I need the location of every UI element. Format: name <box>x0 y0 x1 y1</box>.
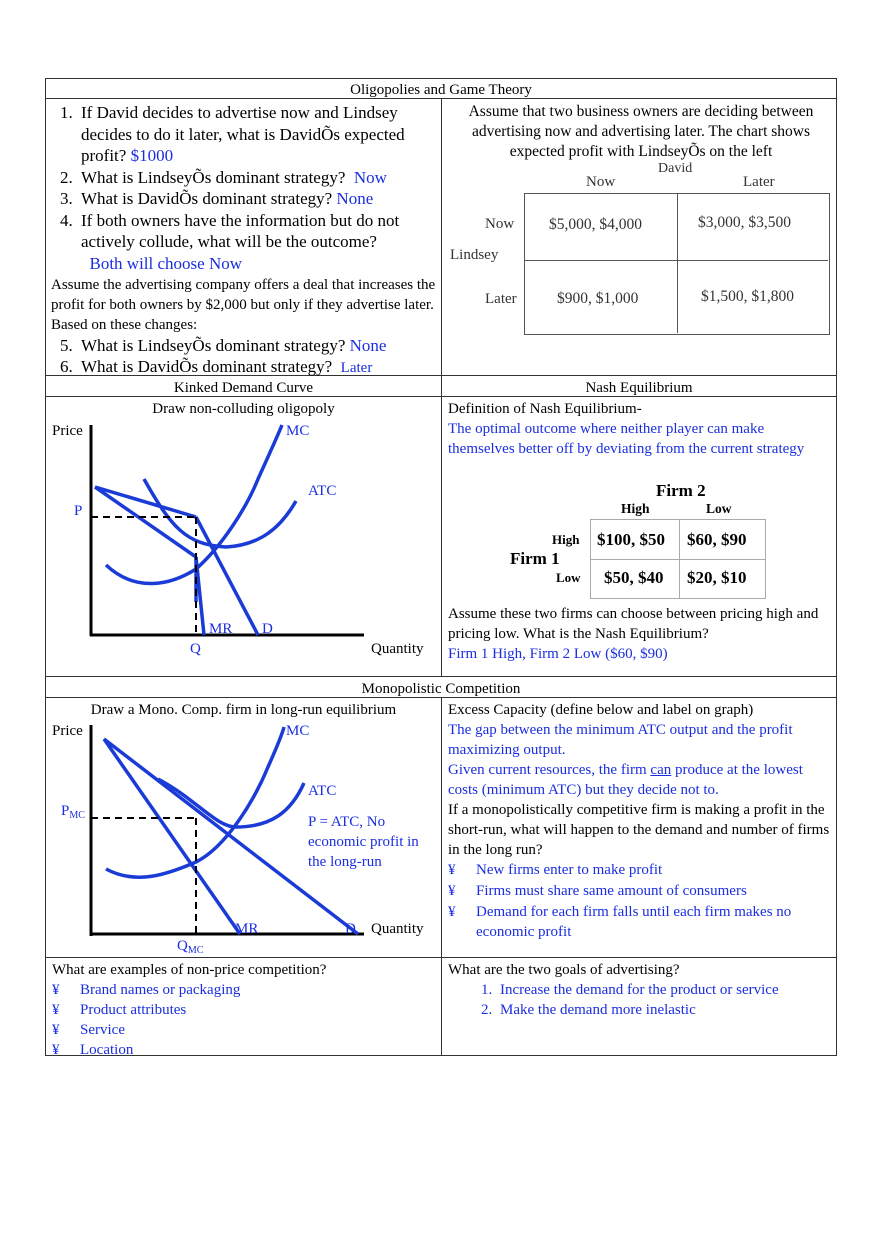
question-text: If David decides to advertise now and Lindsey decides to do it later, what is DavidÕs expected profit? <box>81 103 405 165</box>
answer-text: Brand names or packaging <box>80 982 241 998</box>
list-item <box>448 902 834 942</box>
list-item: 1. Increase the demand for the product or service <box>496 980 834 1000</box>
answer-text: $1000 <box>130 146 174 165</box>
q-label: Q <box>190 641 201 657</box>
answer-text: Product attributes <box>80 1002 187 1018</box>
d-label: D <box>262 621 273 637</box>
matrix-cell: $50, $40 <box>604 568 664 587</box>
divider <box>441 697 442 1055</box>
row-player-label: Firm 1 <box>510 549 560 568</box>
atc-label: ATC <box>308 783 337 799</box>
nash-question: Assume these two firms can choose between pricing high and pricing low. What is the Nash Equilibrium? <box>448 606 819 642</box>
nash-definition: The optimal outcome where neither player can make themselves better off by deviating from the current strategy <box>448 421 805 457</box>
nonprice-question: What are examples of non-price competition? <box>52 962 327 978</box>
col-player-label: David <box>658 161 693 176</box>
question-text: What is LindseyÕs dominant strategy? <box>81 336 346 355</box>
bullet-icon: ¥ <box>448 883 456 899</box>
bullet-icon: ¥ <box>52 982 60 998</box>
excess-def2 <box>448 760 834 800</box>
answer-text: None <box>336 189 374 208</box>
matrix-cell: $5,000, $4,000 <box>549 216 642 233</box>
matrix-cell: $900, $1,000 <box>557 290 639 307</box>
row-player-label: Lindsey <box>450 247 499 263</box>
qmc-subscript: MC <box>187 945 204 956</box>
pmc-main: P <box>61 803 70 819</box>
answer-text: Location <box>80 1042 134 1058</box>
mc-label: MC <box>286 723 310 739</box>
bullet-icon: ¥ <box>52 1022 60 1038</box>
mr-label: MR <box>235 921 259 937</box>
col-header: High <box>621 501 650 516</box>
nonprice-answers <box>52 980 438 1060</box>
mono-note: P = ATC, No economic profit in the long-run <box>308 814 419 870</box>
d-label: D <box>345 921 356 937</box>
excess-def2-part: Given current resources, the firm <box>448 762 651 778</box>
question-item <box>77 335 439 356</box>
answer-text: Demand for each firm falls until each firm makes no economic profit <box>476 904 792 940</box>
question-item <box>77 188 439 210</box>
mr-label: MR <box>209 621 233 637</box>
excess-answers <box>448 860 834 942</box>
mc-curve <box>106 425 282 584</box>
advertising-panel <box>448 960 834 1020</box>
nash-panel <box>448 399 834 459</box>
excess-def2-part: produce at the lowest costs (minimum ATC) but they decide not to. <box>448 762 803 798</box>
bullet-icon: ¥ <box>448 862 456 878</box>
nash-question-block <box>448 604 834 664</box>
payoff-matrix-firms <box>506 479 826 601</box>
question-item <box>77 356 439 378</box>
nash-definition-label: Definition of Nash Equilibrium- <box>448 401 642 417</box>
mr-curve <box>104 739 240 934</box>
page-title: Oligopolies and Game Theory <box>350 82 532 98</box>
mono-subtitle: Draw a Mono. Comp. firm in long-run equilibrium <box>90 702 397 718</box>
advertising-question: What are the two goals of advertising? <box>448 962 680 978</box>
list-item <box>52 980 438 1000</box>
atc-label: ATC <box>308 483 337 499</box>
col-player-label: Firm 2 <box>656 481 706 500</box>
list-item <box>52 1000 438 1020</box>
mr-curve-upper <box>95 487 196 557</box>
list-item <box>52 1040 438 1060</box>
excess-def1: The gap between the minimum ATC output and the profit maximizing output. <box>448 722 793 758</box>
excess-capacity-panel <box>448 700 834 942</box>
answer-text: Firms must share same amount of consumers <box>476 883 747 899</box>
answer-text: Service <box>80 1022 125 1038</box>
question-text: What is LindseyÕs dominant strategy? <box>81 167 346 187</box>
mc-label: MC <box>286 423 310 439</box>
qmc-label <box>177 938 204 956</box>
excess-label: Excess Capacity (define below and label on graph) <box>448 702 754 718</box>
kinked-demand-graph <box>46 417 441 675</box>
excess-def2-emph: can <box>650 762 672 778</box>
pmc-label <box>61 803 85 821</box>
answer-text: New firms enter to make profit <box>476 862 663 878</box>
matrix-box <box>524 193 830 335</box>
excess-question: If a monopolistically competitive firm is making a profit in the short-run, what will happen to the demand and number of firms in the long run? <box>448 802 830 858</box>
row-header: High <box>552 532 580 547</box>
answer-text: Now <box>353 167 387 187</box>
matrix-cell: $100, $50 <box>597 530 665 549</box>
price-label: Price <box>52 723 83 739</box>
col-header: Later <box>743 174 775 190</box>
matrix-cell: $60, $90 <box>687 530 747 549</box>
row-header: Now <box>485 216 515 232</box>
divider <box>441 98 442 376</box>
atc-curve <box>158 779 304 827</box>
answer-text: None <box>349 336 387 355</box>
list-item <box>52 1020 438 1040</box>
matrix-box <box>590 519 766 599</box>
question-text: What is DavidÕs dominant strategy? <box>81 189 333 208</box>
answer-text: Later <box>340 360 373 376</box>
answer-text: Both will choose Now <box>89 253 243 273</box>
question-list-1 <box>51 102 439 274</box>
list-item: 2. Make the demand more inelastic <box>496 1000 834 1020</box>
list-item <box>448 881 834 902</box>
divider <box>441 375 442 677</box>
question-item <box>77 210 439 275</box>
bullet-icon: ¥ <box>52 1002 60 1018</box>
col-header: Low <box>706 501 732 516</box>
bullet-icon: ¥ <box>448 904 456 920</box>
bullet-icon: ¥ <box>52 1042 60 1058</box>
oligopoly-intro: Assume that two business owners are deciding between advertising now and advertising later. The chart shows expected profit with LindseyÕs on the left <box>468 103 814 160</box>
worksheet <box>45 78 837 1056</box>
p-label: P <box>74 503 83 519</box>
quantity-label: Quantity <box>371 641 424 657</box>
price-label: Price <box>52 423 83 439</box>
payoff-matrix-advertising <box>446 159 836 373</box>
question-item <box>77 102 439 167</box>
pmc-subscript: MC <box>69 810 85 821</box>
kinked-subtitle: Draw non-colluding oligopoly <box>152 401 335 417</box>
nonprice-panel <box>52 960 438 1060</box>
matrix-cell: $3,000, $3,500 <box>698 214 791 231</box>
question-text: What is DavidÕs dominant strategy? <box>81 357 333 376</box>
qmc-main: Q <box>177 938 188 954</box>
advertising-answers <box>448 980 834 1020</box>
list-item <box>448 860 834 881</box>
row-header: Low <box>556 570 581 585</box>
section-header-mono: Monopolistic Competition <box>361 681 521 697</box>
section-header-kinked: Kinked Demand Curve <box>173 380 314 396</box>
row-header: Later <box>485 291 517 307</box>
nash-answer: Firm 1 High, Firm 2 Low ($60, $90) <box>448 646 668 662</box>
quantity-label: Quantity <box>371 921 424 937</box>
demand-curve-upper <box>95 487 196 517</box>
question-text: If both owners have the information but do not actively collude, what will be the outcome? <box>81 210 400 251</box>
section-header-nash: Nash Equilibrium <box>585 380 693 396</box>
question-list-2 <box>51 335 439 378</box>
col-header: Now <box>586 174 616 190</box>
oligopoly-questions <box>51 102 439 378</box>
matrix-cell: $1,500, $1,800 <box>701 288 794 305</box>
assume-text: Assume the advertising company offers a deal that increases the profit for both owners by $2,000 but only if they advertise later. Based on these changes: <box>51 277 436 333</box>
matrix-cell: $20, $10 <box>687 568 747 587</box>
question-item <box>77 167 439 189</box>
